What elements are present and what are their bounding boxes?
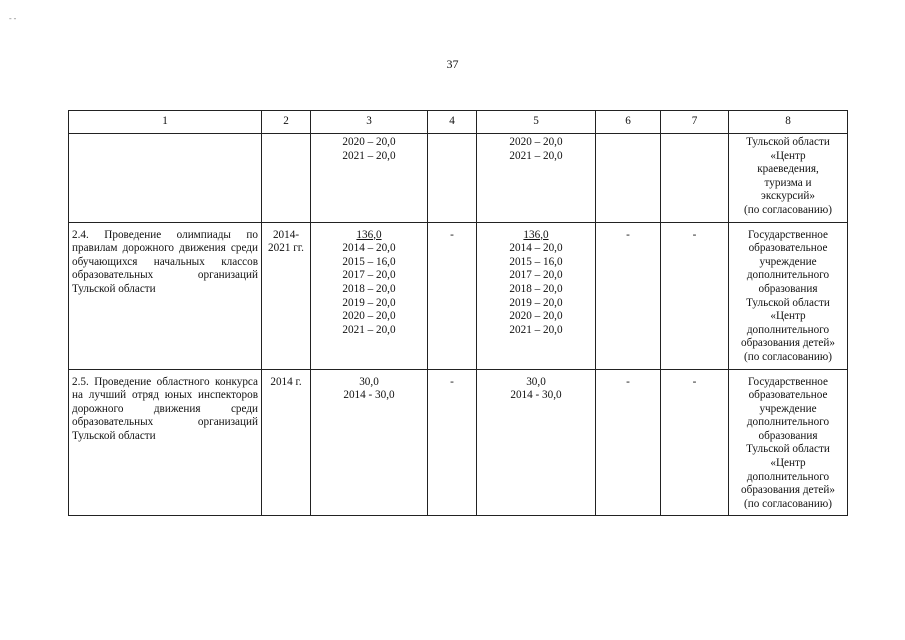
- executor-line: образования: [758, 429, 818, 442]
- funding-line: 2017 – 20,0: [509, 269, 563, 282]
- header-cell-8: 8: [729, 111, 848, 134]
- activity-cell: [69, 134, 262, 223]
- period-line: 2021 гг.: [268, 242, 304, 255]
- funding-line: 2020 – 20,0: [342, 310, 396, 323]
- executor-line: образования детей»: [741, 337, 835, 350]
- executor-line: (по согласованию): [744, 350, 832, 363]
- header-cell-5: 5: [477, 111, 596, 134]
- column-7-cell: [661, 134, 729, 223]
- executor-line: Тульской области: [746, 443, 830, 456]
- funding-line: 2021 – 20,0: [342, 323, 396, 336]
- column-7-cell: -: [661, 222, 729, 369]
- funding-line: 2014 – 20,0: [342, 242, 396, 255]
- executor-line: образовательное: [748, 389, 828, 402]
- executor-line: дополнительного: [746, 470, 830, 483]
- executor-line: туризма и: [764, 176, 812, 189]
- period-line: 2014-: [272, 228, 300, 241]
- executor-cell: [729, 222, 848, 369]
- period-cell: [262, 369, 311, 516]
- funding-line: 2019 – 20,0: [342, 296, 396, 309]
- funding-line: 2014 - 30,0: [343, 389, 395, 402]
- executor-line: учреждение: [759, 255, 817, 268]
- page-number: 37: [446, 57, 459, 71]
- header-cell-7: 7: [661, 111, 729, 134]
- executor-line: Государственное: [747, 375, 829, 388]
- executor-line: дополнительного: [746, 416, 830, 429]
- executor-line: экскурсий»: [761, 190, 815, 203]
- executor-line: «Центр: [770, 310, 806, 323]
- funding-line: 2020 – 20,0: [509, 136, 563, 148]
- total-funding-cell: [311, 369, 428, 516]
- header-cell-6: 6: [596, 111, 661, 134]
- funding-line: 2019 – 20,0: [509, 296, 563, 309]
- table-row: [69, 134, 848, 223]
- column-6-cell: -: [596, 369, 661, 516]
- column-4-cell: -: [428, 369, 477, 516]
- funding-line: 2021 – 20,0: [509, 149, 563, 162]
- funding-total: 30,0: [359, 375, 379, 388]
- period-cell: [262, 134, 311, 223]
- total-funding-cell: [311, 134, 428, 223]
- column-4-cell: -: [428, 222, 477, 369]
- header-cell-3: 3: [311, 111, 428, 134]
- funding-line: 2015 – 16,0: [342, 255, 396, 268]
- header-cell-1: 1: [69, 111, 262, 134]
- funding-line: 2014 - 30,0: [510, 389, 562, 402]
- executor-line: (по согласованию): [744, 203, 832, 216]
- executor-line: дополнительного: [746, 323, 830, 336]
- executor-line: образования: [758, 282, 818, 295]
- table-row: [69, 222, 848, 369]
- executor-line: краеведения,: [757, 163, 819, 176]
- activity-cell: 2.4. Проведение олимпиады по правилам дорожного движения среди обучающихся начальных классов образовательных организаций Тульской области: [69, 222, 262, 369]
- funding-total: 30,0: [526, 375, 546, 388]
- column-4-cell: [428, 134, 477, 223]
- regional-funding-cell: [477, 222, 596, 369]
- funding-line: 2017 – 20,0: [342, 269, 396, 282]
- header-cell-4: 4: [428, 111, 477, 134]
- funding-total: 136,0: [523, 228, 549, 241]
- executor-line: Государственное: [747, 228, 829, 241]
- regional-funding-cell: [477, 369, 596, 516]
- funding-line: 2018 – 20,0: [342, 282, 396, 295]
- table-row: [69, 369, 848, 516]
- funding-line: 2020 – 20,0: [509, 310, 563, 323]
- funding-line: 2015 – 16,0: [509, 255, 563, 268]
- funding-line: 2021 – 20,0: [509, 323, 563, 336]
- column-6-cell: -: [596, 222, 661, 369]
- period-cell: [262, 222, 311, 369]
- executor-cell: [729, 369, 848, 516]
- header-row: [69, 111, 848, 134]
- total-funding-cell: [311, 222, 428, 369]
- regional-funding-cell: [477, 134, 596, 223]
- funding-line: 2018 – 20,0: [509, 282, 563, 295]
- header-cell-2: 2: [262, 111, 311, 134]
- executor-line: дополнительного: [746, 269, 830, 282]
- executor-line: образования детей»: [741, 484, 835, 497]
- column-7-cell: -: [661, 369, 729, 516]
- funding-line: 2020 – 20,0: [342, 136, 396, 148]
- executor-line: «Центр: [770, 149, 806, 162]
- program-table: [68, 110, 848, 516]
- period-line: 2014 г.: [270, 375, 302, 388]
- funding-line: 2021 – 20,0: [342, 149, 396, 162]
- executor-line: Тульской области: [746, 136, 830, 148]
- executor-line: образовательное: [748, 242, 828, 255]
- executor-line: «Центр: [770, 457, 806, 470]
- funding-total: 136,0: [356, 228, 382, 241]
- activity-cell: 2.5. Проведение областного конкурса на лучший отряд юных инспекторов дорожного движения среди образовательных организаций Тульской области: [69, 369, 262, 516]
- executor-cell: [729, 134, 848, 223]
- executor-line: (по согласованию): [744, 497, 832, 510]
- executor-line: Тульской области: [746, 296, 830, 309]
- column-6-cell: [596, 134, 661, 223]
- corner-mark: - -: [9, 14, 17, 23]
- funding-line: 2014 – 20,0: [509, 242, 563, 255]
- executor-line: учреждение: [759, 402, 817, 415]
